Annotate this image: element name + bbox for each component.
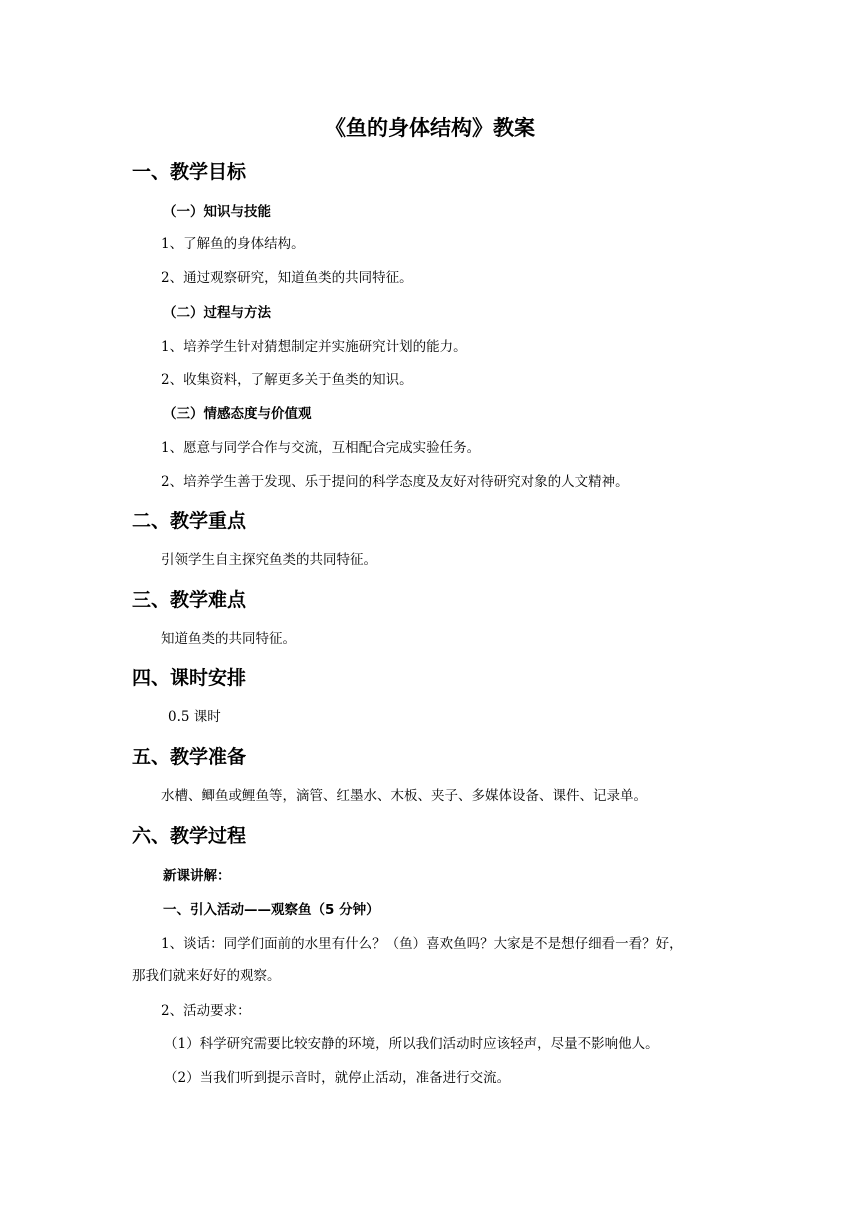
paragraph: 1、谈话：同学们面前的水里有什么？（鱼）喜欢鱼吗？大家是不是想仔细看一看？好，	[161, 936, 683, 952]
paragraph: 1、愿意与同学合作与交流，互相配合完成实验任务。	[161, 440, 481, 456]
paragraph: 引领学生自主探究鱼类的共同特征。	[161, 552, 377, 568]
subheading-attitudes-values: （三）情感态度与价值观	[163, 406, 312, 422]
paragraph: （1）科学研究需要比较安静的环境，所以我们活动时应该轻声，尽量不影响他人。	[164, 1036, 659, 1052]
paragraph: 2、收集资料，了解更多关于鱼类的知识。	[161, 372, 413, 388]
paragraph: 2、通过观察研究，知道鱼类的共同特征。	[161, 270, 413, 286]
paragraph: 那我们就来好好的观察。	[132, 968, 281, 984]
document-title: 《鱼的身体结构》教案	[325, 116, 535, 140]
section-heading-schedule: 四、课时安排	[132, 667, 247, 689]
paragraph: 1、培养学生针对猜想制定并实施研究计划的能力。	[161, 339, 467, 355]
paragraph: 1、了解鱼的身体结构。	[161, 236, 305, 252]
paragraph: 知道鱼类的共同特征。	[161, 631, 296, 647]
section-heading-key-points: 二、教学重点	[132, 510, 247, 532]
paragraph: 2、活动要求：	[161, 1003, 251, 1019]
section-heading-preparation: 五、教学准备	[132, 746, 247, 768]
paragraph: 水槽、鲫鱼或鲤鱼等，滴管、红墨水、木板、夹子、多媒体设备、课件、记录单。	[161, 788, 647, 804]
section-heading-difficulties: 三、教学难点	[132, 589, 247, 611]
paragraph: 2、培养学生善于发现、乐于提问的科学态度及友好对待研究对象的人文精神。	[161, 474, 629, 490]
subheading-new-lesson: 新课讲解：	[163, 868, 231, 884]
subheading-knowledge-skills: （一）知识与技能	[163, 204, 271, 220]
paragraph: （2）当我们听到提示音时，就停止活动，准备进行交流。	[164, 1070, 511, 1086]
subheading-intro-activity: 一、引入活动——观察鱼（5 分钟）	[163, 902, 380, 918]
section-heading-process: 六、教学过程	[132, 825, 247, 847]
paragraph: 0.5 课时	[168, 709, 221, 725]
subheading-process-methods: （二）过程与方法	[163, 305, 271, 321]
section-heading-objectives: 一、教学目标	[132, 161, 247, 183]
